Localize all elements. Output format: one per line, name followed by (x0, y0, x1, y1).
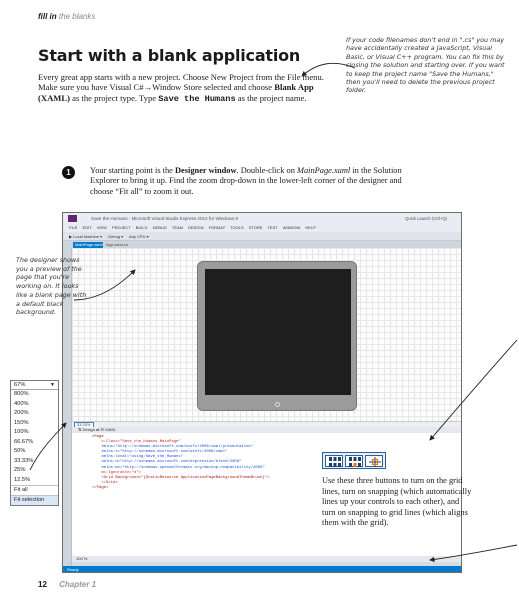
step-bold: Designer window (175, 166, 237, 175)
snap-to-grid-button[interactable] (345, 455, 363, 467)
zoom-option-fit-all[interactable]: Fit all (11, 485, 58, 495)
zoom-option[interactable]: 33.33% (14, 457, 34, 464)
snapping-button[interactable] (365, 455, 383, 467)
vs-document-tabs (63, 241, 461, 248)
step-mid: . Double-click on (236, 166, 297, 175)
zoom-option[interactable]: 66.67% (14, 438, 34, 445)
snap-grid-icon (349, 457, 361, 467)
zoom-dropdown-current[interactable] (11, 381, 58, 390)
code-line: xmlns:local="using:Save_the_Humans" (92, 455, 184, 460)
code-line: <Page (92, 435, 104, 439)
step-italic-filename: MainPage.xaml (296, 166, 351, 175)
vs-status-bar: Ready (63, 566, 461, 573)
page-footer (38, 580, 96, 589)
zoom-option[interactable]: 100% (14, 429, 29, 436)
vs-window-title: Save the Humans - Microsoft Visual Studio Express 2012 for Windows 8 (91, 216, 238, 221)
zoom-current-value: 67% (14, 382, 26, 388)
zoom-option[interactable]: 50% (14, 448, 26, 455)
zoom-option[interactable]: 200% (14, 410, 29, 417)
code-line: xmlns:d="http://schemas.microsoft.com/expression/blend/2008" (92, 460, 242, 465)
vs-logo-icon (68, 215, 77, 222)
zoom-option-fit-selection[interactable]: Fit selection (11, 495, 58, 505)
step-number-badge: 1 (62, 166, 75, 179)
handwritten-note-designer: The designer shows you a preview of the page that you're working on. It looks like a blank page with a default black background. (16, 256, 87, 317)
tablet-home-button-icon (275, 402, 280, 407)
intro-text: Every great app starts with a new project. Choose New Project from the File menu. Make sure you have Visual C#→Window Store selected and choose (38, 72, 324, 93)
step-paragraph (90, 166, 420, 197)
vs-title-bar (63, 213, 461, 224)
tab-app-xaml-cs[interactable]: App.xaml.cs (106, 242, 128, 247)
vs-config-select[interactable]: Debug ▾ (108, 234, 124, 239)
page-number: 12 (38, 580, 47, 589)
code-line: x:Class="Save_the_Humans.MainPage" (92, 440, 181, 445)
zoom-option[interactable]: 400% (14, 400, 29, 407)
vs-toolbar (63, 232, 461, 241)
show-grid-button[interactable] (325, 455, 343, 467)
vs-menu-bar[interactable]: FILE EDIT VIEW PROJECT BUILD DEBUG TEAM DESIGN FORMAT TOOLS STORE TEST WINDOW HELP (63, 224, 461, 232)
running-head-bold: fill in (38, 12, 57, 21)
tablet-screen (205, 269, 351, 395)
vs-editor-zoom[interactable]: 100 % (72, 556, 462, 562)
running-head (38, 12, 95, 21)
code-line: xmlns:x="http://schemas.microsoft.com/winfx/2006/xaml" (92, 450, 228, 455)
section-heading: Start with a blank application (38, 46, 301, 65)
vs-pane-switcher[interactable]: ⇅ Design ⇄ ⊟ XAML (72, 427, 462, 433)
intro-paragraph (38, 72, 338, 104)
zoom-option[interactable]: 25% (14, 467, 26, 474)
code-line: mc:Ignorable="d"> (92, 470, 142, 475)
tab-mainpage-xaml[interactable]: MainPage.xaml (75, 242, 103, 247)
intro-bold-term: Blank App (XAML) (38, 82, 314, 103)
code-line: xmlns="http://schemas.microsoft.com/winfx/2006/xaml/presentation" (92, 445, 254, 450)
tablet-preview (197, 261, 357, 411)
zoom-option[interactable]: 150% (14, 419, 29, 426)
buttons-caption: Use these three buttons to turn on the grid lines, turn on snapping (which automatically lines up your controls to each other), and turn on snapping to grid lines (which aligns them with the grid). (322, 476, 472, 528)
code-line: </Page> (92, 485, 109, 490)
step-pre: Your starting point is the (90, 166, 175, 175)
code-line: <Grid Background="{StaticResource ApplicationPageBackgroundThemeBrush}"> (92, 475, 270, 480)
vs-run-button[interactable]: ▶ Local Machine ▾ (69, 234, 103, 239)
zoom-option[interactable]: 800% (14, 391, 29, 397)
vs-platform-select[interactable]: Any CPU ▾ (129, 234, 149, 239)
step-post: in the Solution Explorer to bring it up. Find the zoom drop-down in the lower-left corner of the designer and choose “Fit all” to zoom it out. (90, 166, 402, 196)
grid-snap-buttons (322, 452, 386, 469)
vs-quick-launch[interactable]: Quick Launch (Ctrl+Q) (405, 216, 447, 221)
code-line: xmlns:mc="http://schemas.openxmlformats.org/markup-compatibility/2006" (92, 465, 265, 470)
intro-mid: as the project type. Type (69, 92, 159, 103)
vs-zoom-dropdown[interactable]: 33.33% (74, 422, 94, 428)
intro-end: as the project name. (235, 92, 307, 103)
chevron-down-icon: ▼ (50, 382, 55, 388)
zoom-option[interactable]: 12.5% (14, 476, 31, 483)
chapter-label: Chapter 1 (59, 580, 97, 589)
intro-project-name: Save the Humans (158, 93, 236, 104)
snap-lines-icon (369, 457, 381, 467)
handwritten-note-top: If your code filenames don't end in ".cs" you may have accidentally created a JavaScript, Visual Basic, or Visual C++ program. You can fix this by closing the solution and starting over. If you want to keep the project name "Save the Humans," then you'll need to delete the previous project folder. (346, 36, 505, 95)
vs-designer-surface[interactable] (72, 248, 462, 421)
code-line: </Grid> (92, 480, 118, 485)
zoom-dropdown-callout (10, 380, 59, 506)
running-head-light: the blanks (58, 12, 96, 21)
grid-icon (329, 457, 341, 467)
